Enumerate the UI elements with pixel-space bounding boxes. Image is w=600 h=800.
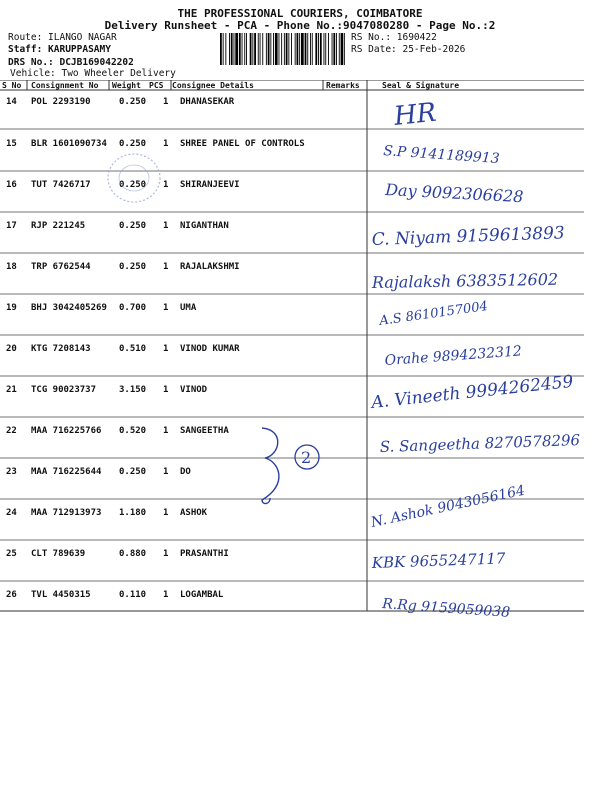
signature: KBK 9655247117 — [371, 549, 506, 572]
row-sno: 25 — [6, 549, 17, 559]
signature: HR — [392, 97, 438, 132]
row-pcs: 1 — [163, 549, 169, 559]
route: Route: ILANGO NAGAR — [8, 32, 117, 43]
row-consignment: CLT 789639 — [31, 549, 86, 559]
row-pcs: 1 — [163, 262, 169, 272]
row-sno: 18 — [6, 262, 17, 272]
signature: N. Ashok 9043056164 — [369, 482, 527, 531]
row-consignment: TVL 4450315 — [31, 590, 91, 600]
row-weight: 0.250 — [119, 97, 147, 107]
row-pcs: 1 — [163, 97, 169, 107]
row-weight: 0.880 — [119, 549, 147, 559]
staff: Staff: KARUPPASAMY — [8, 44, 111, 55]
bracket-note: 2 — [301, 448, 312, 467]
row-sno: 16 — [6, 180, 17, 190]
row-consignment: MAA 716225644 — [31, 467, 102, 477]
col-consignment: Consignment No — [31, 81, 99, 90]
row-consignee: RAJALAKSHMI — [180, 262, 240, 272]
row-consignee: UMA — [180, 303, 197, 313]
row-weight: 1.180 — [119, 508, 147, 518]
row-weight: 0.250 — [119, 139, 147, 149]
row-consignee: ASHOK — [180, 508, 208, 518]
row-consignee: NIGANTHAN — [180, 221, 229, 231]
barcode — [220, 33, 345, 65]
row-weight: 0.110 — [119, 590, 147, 600]
row-consignee: VINOD — [180, 385, 208, 395]
row-sno: 14 — [6, 97, 17, 107]
courier-stamp — [96, 140, 176, 210]
row-sno: 15 — [6, 139, 17, 149]
signature: A. Vineeth 9994262459 — [370, 371, 575, 413]
signature: R.Rg 9159059038 — [381, 596, 511, 621]
row-consignee: DHANASEKAR — [180, 97, 235, 107]
subtitle: Delivery Runsheet - PCA - Phone No.:9047080280 - Page No.:2 — [104, 19, 496, 32]
drs-number: DRS No.: DCJB169042202 — [8, 57, 134, 68]
row-consignment: MAA 716225766 — [31, 426, 102, 436]
col-remarks: Remarks — [326, 81, 360, 90]
row-pcs: 1 — [163, 180, 169, 190]
signature: A.S 8610157004 — [378, 298, 489, 329]
row-pcs: 1 — [163, 467, 169, 477]
row-weight: 0.250 — [119, 180, 147, 190]
rs-date: RS Date: 25-Feb-2026 — [351, 44, 466, 55]
row-pcs: 1 — [163, 221, 169, 231]
row-pcs: 1 — [163, 590, 169, 600]
row-pcs: 1 — [163, 385, 169, 395]
row-weight: 0.520 — [119, 426, 147, 436]
row-weight: 3.150 — [119, 385, 147, 395]
row-pcs: 1 — [163, 426, 169, 436]
row-sno: 26 — [6, 590, 17, 600]
row-pcs: 1 — [163, 344, 169, 354]
row-consignee: LOGAMBAL — [180, 590, 224, 600]
row-pcs: 1 — [163, 139, 169, 149]
row-consignee: PRASANTHI — [180, 549, 229, 559]
row-weight: 0.700 — [119, 303, 147, 313]
row-pcs: 1 — [163, 303, 169, 313]
row-sno: 22 — [6, 426, 17, 436]
title: THE PROFESSIONAL COURIERS, COIMBATORE — [177, 7, 423, 20]
row-pcs: 1 — [163, 508, 169, 518]
row-consignment: MAA 712913973 — [31, 508, 102, 518]
row-consignee: SANGEETHA — [180, 426, 229, 436]
signature: C. Niyam 9159613893 — [371, 223, 566, 250]
signature: Rajalaksh 6383512602 — [371, 269, 559, 292]
row-consignee: DO — [180, 467, 191, 477]
row-weight: 0.250 — [119, 262, 147, 272]
row-consignment: TCG 90023737 — [31, 385, 97, 395]
col-sno: S No — [2, 81, 22, 90]
row-consignment: TUT 7426717 — [31, 180, 91, 190]
row-consignment: BLR 1601090734 — [31, 139, 107, 149]
vehicle: Vehicle: Two Wheeler Delivery — [10, 68, 176, 79]
row-consignee: SHREE PANEL OF CONTROLS — [180, 139, 305, 149]
col-consignee: Consignee Details — [172, 81, 254, 90]
row-consignment: BHJ 3042405269 — [31, 303, 107, 313]
row-consignee: SHIRANJEEVI — [180, 180, 240, 190]
col-seal: Seal & Signature — [382, 81, 460, 90]
row-consignment: RJP 221245 — [31, 221, 86, 231]
row-consignment: TRP 6762544 — [31, 262, 91, 272]
row-sno: 23 — [6, 467, 17, 477]
signature: S. Sangeetha 8270578296 — [379, 431, 581, 456]
rs-number: RS No.: 1690422 — [351, 32, 437, 43]
col-weight: Weight — [112, 81, 141, 90]
row-sno: 24 — [6, 508, 17, 518]
row-consignee: VINOD KUMAR — [180, 344, 240, 354]
row-sno: 17 — [6, 221, 17, 231]
row-sno: 21 — [6, 385, 17, 395]
row-weight: 0.510 — [119, 344, 147, 354]
signature: S.P 9141189913 — [382, 143, 501, 168]
signature: Orahe 9894232312 — [384, 343, 523, 369]
row-weight: 0.250 — [119, 221, 147, 231]
row-sno: 19 — [6, 303, 17, 313]
signature: Day 9092306628 — [384, 180, 524, 207]
row-consignment: POL 2293190 — [31, 97, 91, 107]
row-sno: 20 — [6, 344, 17, 354]
row-consignment: KTG 7208143 — [31, 344, 91, 354]
col-pcs: PCS — [149, 81, 164, 90]
row-weight: 0.250 — [119, 467, 147, 477]
